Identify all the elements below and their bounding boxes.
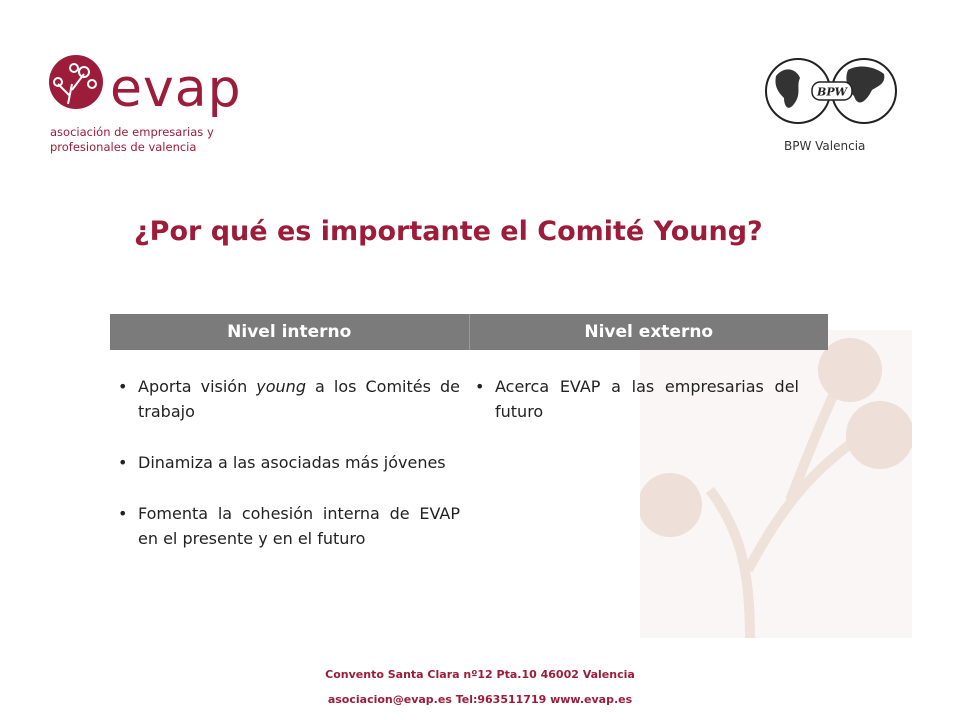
logo-wordmark: evap — [110, 59, 242, 119]
logo-subtitle-line1: asociación de empresarias y — [50, 125, 214, 139]
table-header-row — [110, 314, 828, 350]
bpw-badge-text: BPW — [817, 85, 847, 99]
list-item-text: Fomenta la cohesión interna de EVAP en el presente y en el futuro — [138, 504, 460, 548]
logo-subtitle-line2: profesionales de valencia — [50, 140, 197, 154]
page-title: ¿Por qué es importante el Comité Young? — [134, 216, 763, 247]
evap-logo — [48, 54, 248, 154]
list-item — [118, 501, 460, 551]
footer-contact: asociacion@evap.es Tel:963511719 www.evap.es — [327, 693, 633, 706]
header-nivel-interno: Nivel interno — [227, 322, 352, 342]
list-item-text: Acerca EVAP a las empresarias del futuro — [495, 377, 799, 421]
bullet-icon: • — [118, 504, 128, 523]
bpw-caption: BPW Valencia — [784, 139, 866, 153]
footer-address: Convento Santa Clara nº12 Pta.10 46002 Valencia — [325, 668, 635, 681]
bpw-globe-logo — [762, 56, 902, 126]
list-item — [475, 374, 799, 424]
list-item-text: Dinamiza a las asociadas más jóvenes — [138, 453, 446, 472]
list-item — [118, 450, 460, 475]
header-nivel-externo: Nivel externo — [469, 314, 829, 350]
logo-subtitle — [50, 125, 214, 155]
evap-tree-icon — [48, 54, 108, 118]
list-item — [118, 374, 460, 424]
bullet-icon: • — [475, 377, 485, 396]
list-item-text: Aporta visión young a los Comités de trabajo — [138, 377, 461, 421]
internal-level-list — [118, 374, 460, 577]
external-level-list — [475, 374, 799, 450]
bullet-icon: • — [118, 377, 128, 396]
bullet-icon: • — [118, 453, 128, 472]
levels-table — [110, 314, 828, 350]
